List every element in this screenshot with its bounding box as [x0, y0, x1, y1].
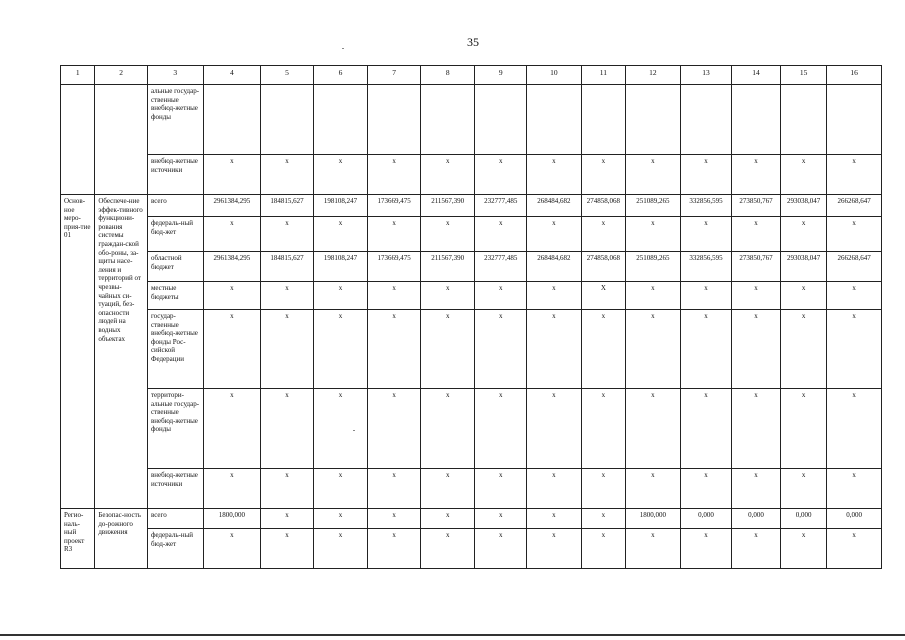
- column-header: 13: [680, 66, 732, 85]
- value-cell: x: [420, 509, 475, 529]
- value-cell: 0,000: [827, 509, 882, 529]
- funding-source-cell: внебюд-жетные источники: [147, 469, 203, 509]
- column-header: 1: [61, 66, 95, 85]
- column-header: 3: [147, 66, 203, 85]
- funding-source-cell: местные бюджеты: [147, 282, 203, 310]
- value-cell: 184815,627: [261, 195, 314, 217]
- value-cell: x: [626, 469, 681, 509]
- value-cell: x: [420, 282, 475, 310]
- value-cell: 268484,682: [527, 195, 582, 217]
- value-cell: [780, 85, 827, 155]
- value-cell: [732, 85, 781, 155]
- value-cell: x: [780, 282, 827, 310]
- value-cell: x: [313, 389, 368, 469]
- value-cell: 266268,647: [827, 252, 882, 282]
- value-cell: x: [581, 509, 625, 529]
- value-cell: x: [203, 155, 261, 195]
- value-cell: 332856,595: [680, 195, 732, 217]
- projectR3-row: [61, 529, 882, 569]
- value-cell: [203, 85, 261, 155]
- value-cell: x: [261, 155, 314, 195]
- value-cell: x: [780, 389, 827, 469]
- column-header: 4: [203, 66, 261, 85]
- program-element-name: [61, 85, 95, 195]
- value-cell: 274858,068: [581, 252, 625, 282]
- value-cell: x: [680, 389, 732, 469]
- program-element-description: Безопас-ность до-рожного движения: [95, 509, 148, 569]
- value-cell: 198108,247: [313, 195, 368, 217]
- value-cell: x: [313, 469, 368, 509]
- value-cell: x: [680, 310, 732, 389]
- value-cell: x: [626, 529, 681, 569]
- value-cell: x: [827, 389, 882, 469]
- funding-source-cell: государ-ственные внебюд-жетные фонды Рос-сийской Федерации: [147, 310, 203, 389]
- value-cell: x: [475, 217, 527, 252]
- event01-row: [61, 195, 882, 217]
- value-cell: x: [313, 217, 368, 252]
- value-cell: x: [368, 389, 421, 469]
- value-cell: x: [827, 310, 882, 389]
- value-cell: x: [581, 155, 625, 195]
- program-element-description: [95, 85, 148, 195]
- column-header: 9: [475, 66, 527, 85]
- value-cell: [527, 85, 582, 155]
- value-cell: x: [626, 282, 681, 310]
- value-cell: x: [680, 282, 732, 310]
- value-cell: x: [732, 282, 781, 310]
- value-cell: x: [368, 155, 421, 195]
- value-cell: x: [368, 282, 421, 310]
- value-cell: x: [527, 310, 582, 389]
- value-cell: x: [780, 529, 827, 569]
- column-header: 10: [527, 66, 582, 85]
- value-cell: x: [261, 389, 314, 469]
- value-cell: x: [313, 282, 368, 310]
- value-cell: x: [827, 217, 882, 252]
- value-cell: x: [680, 155, 732, 195]
- value-cell: [626, 85, 681, 155]
- value-cell: x: [581, 389, 625, 469]
- value-cell: x: [527, 389, 582, 469]
- value-cell: x: [475, 509, 527, 529]
- value-cell: [420, 85, 475, 155]
- value-cell: 2961384,295: [203, 195, 261, 217]
- value-cell: X: [581, 282, 625, 310]
- value-cell: x: [420, 469, 475, 509]
- value-cell: x: [732, 310, 781, 389]
- column-header: 16: [827, 66, 882, 85]
- value-cell: x: [313, 529, 368, 569]
- value-cell: x: [313, 509, 368, 529]
- value-cell: x: [475, 469, 527, 509]
- value-cell: x: [261, 509, 314, 529]
- value-cell: 293038,047: [780, 195, 827, 217]
- value-cell: 251089,265: [626, 252, 681, 282]
- value-cell: 198108,247: [313, 252, 368, 282]
- scan-speck: [342, 48, 344, 49]
- value-cell: x: [203, 310, 261, 389]
- value-cell: x: [203, 529, 261, 569]
- value-cell: x: [626, 389, 681, 469]
- event01-row: [61, 469, 882, 509]
- page-edge-line: [0, 634, 905, 636]
- value-cell: 0,000: [680, 509, 732, 529]
- value-cell: x: [780, 469, 827, 509]
- value-cell: x: [203, 469, 261, 509]
- value-cell: 0,000: [780, 509, 827, 529]
- value-cell: x: [680, 217, 732, 252]
- value-cell: x: [827, 469, 882, 509]
- value-cell: x: [203, 217, 261, 252]
- program-element-name: Основ-ное меро-прия-тие 01: [61, 195, 95, 509]
- value-cell: x: [626, 217, 681, 252]
- value-cell: x: [420, 155, 475, 195]
- funding-source-cell: всего: [147, 509, 203, 529]
- column-header: 7: [368, 66, 421, 85]
- funding-source-cell: территори-альные государ-ственные внебюд-жетные фонды: [147, 389, 203, 469]
- value-cell: 293038,047: [780, 252, 827, 282]
- value-cell: 173669,475: [368, 195, 421, 217]
- value-cell: 211567,390: [420, 195, 475, 217]
- value-cell: 274858,068: [581, 195, 625, 217]
- value-cell: 0,000: [732, 509, 781, 529]
- column-header: 11: [581, 66, 625, 85]
- value-cell: x: [527, 529, 582, 569]
- value-cell: 251089,265: [626, 195, 681, 217]
- value-cell: 232777,485: [475, 252, 527, 282]
- value-cell: x: [261, 217, 314, 252]
- value-cell: x: [732, 529, 781, 569]
- value-cell: x: [527, 509, 582, 529]
- column-header: 15: [780, 66, 827, 85]
- value-cell: 1800,000: [203, 509, 261, 529]
- value-cell: x: [261, 469, 314, 509]
- value-cell: x: [368, 310, 421, 389]
- value-cell: x: [420, 389, 475, 469]
- value-cell: x: [368, 509, 421, 529]
- column-header-row: [61, 66, 882, 85]
- value-cell: x: [261, 282, 314, 310]
- value-cell: x: [827, 282, 882, 310]
- projectR3-row: [61, 509, 882, 529]
- value-cell: x: [527, 155, 582, 195]
- funding-source-cell: федераль-ный бюд-жет: [147, 529, 203, 569]
- event01-row: [61, 389, 882, 469]
- value-cell: 2961384,295: [203, 252, 261, 282]
- value-cell: x: [475, 529, 527, 569]
- value-cell: 266268,647: [827, 195, 882, 217]
- column-header: 6: [313, 66, 368, 85]
- continuation-row: [61, 155, 882, 195]
- value-cell: x: [732, 469, 781, 509]
- value-cell: x: [780, 310, 827, 389]
- event01-row: [61, 282, 882, 310]
- program-element-description: Обеспече-ние эффек-тивного функциони-рования системы граждан-ской обо-роны, за-щиты насе-ления и территорий от чрезвы-чайных си-туаций, без-опасности людей на водных объектах: [95, 195, 148, 509]
- funding-source-cell: альные государ-ственные внебюд-жетные фонды: [147, 85, 203, 155]
- value-cell: x: [420, 217, 475, 252]
- value-cell: x: [780, 217, 827, 252]
- funding-source-cell: областной бюджет: [147, 252, 203, 282]
- value-cell: [581, 85, 625, 155]
- value-cell: x: [261, 529, 314, 569]
- column-header: 8: [420, 66, 475, 85]
- value-cell: x: [680, 469, 732, 509]
- funding-source-cell: федераль-ный бюд-жет: [147, 217, 203, 252]
- column-header: 2: [95, 66, 148, 85]
- value-cell: 273850,767: [732, 195, 781, 217]
- value-cell: x: [680, 529, 732, 569]
- page-number: 35: [467, 35, 479, 49]
- value-cell: x: [827, 529, 882, 569]
- value-cell: [313, 85, 368, 155]
- column-header: 14: [732, 66, 781, 85]
- value-cell: x: [581, 469, 625, 509]
- value-cell: 273850,767: [732, 252, 781, 282]
- event01-row: [61, 217, 882, 252]
- scan-speck: [353, 430, 355, 431]
- column-header: 5: [261, 66, 314, 85]
- value-cell: x: [475, 282, 527, 310]
- value-cell: 268484,682: [527, 252, 582, 282]
- funding-source-cell: внебюд-жетные источники: [147, 155, 203, 195]
- value-cell: x: [313, 155, 368, 195]
- value-cell: 232777,485: [475, 195, 527, 217]
- value-cell: x: [475, 155, 527, 195]
- value-cell: 211567,390: [420, 252, 475, 282]
- budget-table: [60, 65, 882, 569]
- value-cell: x: [420, 529, 475, 569]
- value-cell: x: [732, 389, 781, 469]
- value-cell: x: [732, 217, 781, 252]
- value-cell: [680, 85, 732, 155]
- value-cell: x: [368, 217, 421, 252]
- event01-row: [61, 252, 882, 282]
- event01-row: [61, 310, 882, 389]
- value-cell: [261, 85, 314, 155]
- value-cell: x: [527, 469, 582, 509]
- value-cell: x: [368, 529, 421, 569]
- value-cell: 1800,000: [626, 509, 681, 529]
- value-cell: x: [732, 155, 781, 195]
- value-cell: [368, 85, 421, 155]
- value-cell: x: [475, 389, 527, 469]
- value-cell: x: [581, 217, 625, 252]
- column-header: 12: [626, 66, 681, 85]
- value-cell: 173669,475: [368, 252, 421, 282]
- value-cell: x: [527, 217, 582, 252]
- value-cell: 184815,627: [261, 252, 314, 282]
- value-cell: x: [626, 310, 681, 389]
- value-cell: x: [827, 155, 882, 195]
- value-cell: [827, 85, 882, 155]
- value-cell: x: [420, 310, 475, 389]
- value-cell: x: [626, 155, 681, 195]
- value-cell: x: [780, 155, 827, 195]
- value-cell: x: [261, 310, 314, 389]
- value-cell: 332856,595: [680, 252, 732, 282]
- value-cell: [475, 85, 527, 155]
- value-cell: x: [203, 282, 261, 310]
- value-cell: x: [313, 310, 368, 389]
- value-cell: x: [368, 469, 421, 509]
- continuation-row: [61, 85, 882, 155]
- value-cell: x: [527, 282, 582, 310]
- value-cell: x: [581, 529, 625, 569]
- value-cell: x: [475, 310, 527, 389]
- value-cell: x: [581, 310, 625, 389]
- program-element-name: Регио-наль-ный проект R3: [61, 509, 95, 569]
- funding-source-cell: всего: [147, 195, 203, 217]
- value-cell: x: [203, 389, 261, 469]
